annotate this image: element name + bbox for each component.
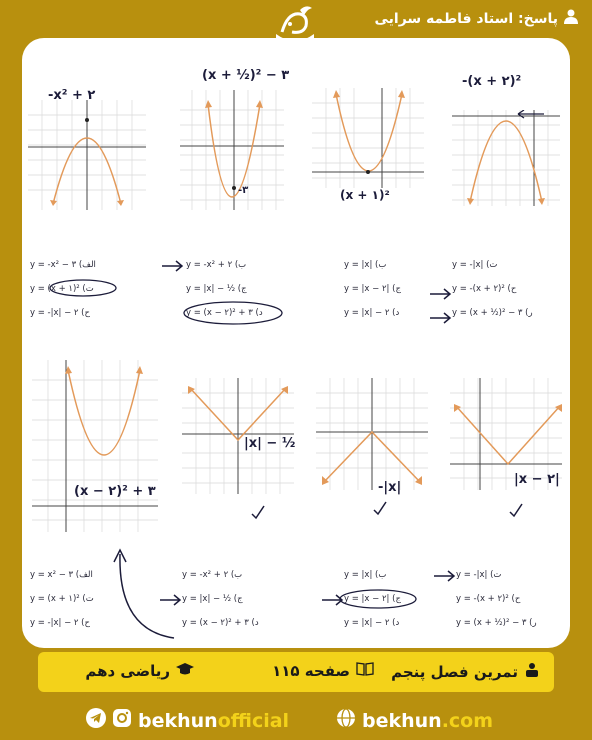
check-mark-icon bbox=[508, 502, 524, 518]
arrow-mark-icon bbox=[434, 570, 458, 582]
exercise-title bbox=[391, 662, 540, 682]
option-line: y = -x² + ۲ (ب bbox=[182, 570, 243, 580]
graph-a bbox=[28, 100, 146, 210]
graph-e bbox=[32, 360, 158, 532]
option-line: y = (x + ۱)² (ت bbox=[30, 284, 94, 294]
arrow-mark-icon bbox=[162, 260, 186, 272]
arrow-mark-icon bbox=[160, 594, 184, 606]
graph-c-label: (x + ۱)² bbox=[340, 188, 390, 202]
option-line: y = |x| − ۲ (د bbox=[344, 618, 400, 628]
circle-mark-icon bbox=[338, 588, 418, 610]
user-icon bbox=[564, 9, 578, 28]
option-line: y = |x| − ۲ (د bbox=[344, 308, 400, 318]
book-icon bbox=[356, 662, 374, 680]
social-handle[interactable] bbox=[86, 708, 289, 733]
answer-author-text: پاسخ: استاد فاطمه سرایی bbox=[374, 10, 558, 27]
graph-g bbox=[316, 378, 428, 490]
option-line: y = x² − ۳ (الف bbox=[30, 570, 93, 580]
website-link[interactable] bbox=[336, 708, 493, 733]
option-line: y = -(x + ۲)² (ح bbox=[452, 284, 517, 294]
option-line: y = -x² + ۲ (ب bbox=[186, 260, 247, 270]
graph-e-label: (x − ۲)² + ۳ bbox=[74, 484, 156, 499]
graph-b-label: (x + ½)² − ۳ bbox=[202, 68, 290, 83]
option-line: y = (x − ۲)² + ۳ (د bbox=[186, 308, 263, 318]
option-line: y = (x − ۲)² + ۳ (د bbox=[182, 618, 259, 628]
option-line: y = -(x + ۲)² (ح bbox=[456, 594, 521, 604]
footer bbox=[0, 700, 592, 740]
graph-b-vertex-label: -۳ bbox=[238, 185, 249, 196]
option-line: y = -x² − ۳ (الف bbox=[30, 260, 96, 270]
arrow-mark-icon bbox=[430, 312, 454, 324]
graph-g-label: -|x| bbox=[378, 480, 402, 495]
exercise-card bbox=[22, 38, 570, 648]
teacher-icon bbox=[524, 662, 540, 682]
option-line: y = |x − ۲| (ج bbox=[344, 594, 401, 604]
option-line: y = -|x| (ت bbox=[456, 570, 502, 580]
instagram-icon[interactable] bbox=[112, 708, 132, 733]
graph-h-label: |x − ۲| bbox=[514, 472, 560, 487]
option-line: y = |x| − ½ (ج bbox=[186, 284, 247, 294]
header bbox=[0, 0, 592, 40]
option-line: y = |x − ۲| (ج bbox=[344, 284, 401, 294]
option-line: y = |x| (ب bbox=[344, 570, 387, 580]
option-line: y = |x| − ½ (ج bbox=[182, 594, 243, 604]
option-line: y = -|x| (ت bbox=[452, 260, 498, 270]
graph-d-label: -(x + ۲)² bbox=[462, 74, 522, 89]
graph-c bbox=[312, 88, 424, 188]
graph-d bbox=[452, 110, 560, 206]
option-line: y = (x + ½)² − ۳ (ر bbox=[452, 308, 533, 318]
social-handle-suffix: official bbox=[217, 709, 290, 732]
website-suffix: .com bbox=[441, 709, 494, 732]
subject bbox=[85, 662, 194, 680]
globe-icon bbox=[336, 708, 356, 733]
option-line: y = (x + ۱)² (ت bbox=[30, 594, 94, 604]
circle-mark-icon bbox=[48, 278, 118, 298]
graph-b bbox=[180, 90, 284, 210]
website-prefix: bekhun bbox=[362, 709, 442, 732]
circle-mark-icon bbox=[182, 300, 284, 326]
check-mark-icon bbox=[372, 500, 388, 516]
answer-author bbox=[375, 9, 579, 28]
check-mark-icon bbox=[250, 504, 266, 520]
subject-text: ریاضی دهم bbox=[85, 662, 170, 680]
option-line: y = |x| (ب bbox=[344, 260, 387, 270]
social-handle-prefix: bekhun bbox=[138, 709, 218, 732]
option-line: y = -|x| − ۲ (ح bbox=[30, 618, 90, 628]
info-bar bbox=[38, 652, 554, 692]
page-number-text: صفحه ۱۱۵ bbox=[272, 662, 350, 680]
arrow-mark-icon bbox=[430, 288, 454, 300]
graduation-cap-icon bbox=[176, 662, 194, 680]
option-line: y = (x + ½)² − ۳ (ر bbox=[456, 618, 537, 628]
graph-f-label: |x| − ½ bbox=[244, 436, 296, 451]
telegram-icon[interactable] bbox=[86, 708, 106, 733]
page-number bbox=[272, 662, 374, 680]
option-line: y = -|x| − ۲ (ح bbox=[30, 308, 90, 318]
graph-a-label: -x² + ۲ bbox=[48, 88, 96, 103]
exercise-title-text: تمرین فصل پنجم bbox=[391, 663, 518, 681]
